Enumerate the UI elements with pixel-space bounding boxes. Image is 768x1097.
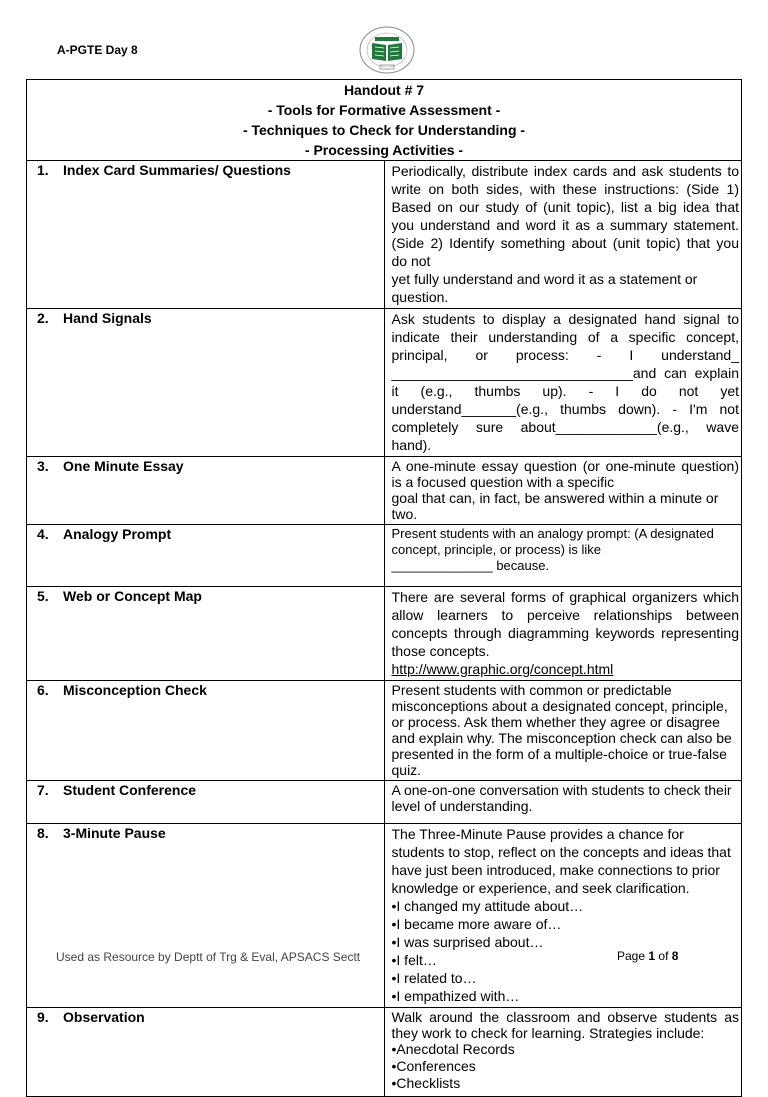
footer-source-note: Used as Resource by Deptt of Trg & Eval, APSACS Sectt [56,950,361,964]
of-word: of [658,949,669,963]
table-row [27,1008,742,1097]
handout-subtitle-1: - Tools for Formative Assessment - [267,102,501,118]
concept-map-link[interactable]: http://www.graphic.org/concept.html [391,661,614,677]
technique-description: Present students with an analogy prompt: (A designated concept, principle, or process) is like [391,526,714,557]
technique-label: Misconception Check [63,682,207,698]
course-day-label: A-PGTE Day 8 [57,43,138,57]
page-number [617,949,678,963]
list-item: • I felt… [392,951,740,969]
page-word: Page [617,949,646,963]
row-number: 5. [37,588,49,604]
handout-subtitle-3: - Processing Activities - [304,142,464,158]
technique-label: Index Card Summaries/ Questions [63,162,291,178]
row-number: 6. [37,682,49,698]
technique-description-cont: ______________ because. [391,558,550,573]
row-number: 9. [37,1009,49,1025]
reflection-prompts-list [392,897,740,1005]
row-number: 1. [37,162,49,178]
technique-description: A one-minute essay question (or one-minute question) is a focused question with a specific [391,458,739,490]
strategies-list [392,1041,740,1092]
table-row [27,309,742,457]
list-item: • Conferences [392,1058,740,1075]
handout-title: Handout # 7 [343,82,425,98]
technique-label: Student Conference [63,782,197,798]
row-number: 4. [37,526,49,542]
row-number: 7. [37,782,49,798]
technique-label: Analogy Prompt [63,526,172,542]
list-item: • I related to… [392,969,740,987]
table-row [27,824,742,1008]
table-row [27,587,742,681]
current-page: 1 [648,949,656,963]
list-item: • I changed my attitude about… [392,897,740,915]
technique-description-cont: goal that can, in fact, be answered within a minute or two. [391,490,719,522]
total-pages: 8 [671,949,679,963]
technique-label: One Minute Essay [63,458,184,474]
apsacs-logo-icon [358,25,416,75]
handout-header [27,80,742,161]
handout-table [26,79,742,1097]
technique-description: A one-on-one conversation with students to check their level of understanding. [391,782,732,814]
table-row [27,781,742,824]
technique-description: Ask students to display a designated hand signal to indicate their understanding of a specific concept, principal, or process: - I understand_ _______________________________and can explain it (e.g., thumbs up). - I do not yet understand_______(e.g., thumbs down). - I'm not completely sure about_____________(e.g., wave hand). [391,311,739,453]
technique-label: Observation [63,1009,145,1025]
technique-label: Hand Signals [63,310,152,326]
table-row [27,457,742,525]
row-number: 3. [37,458,49,474]
technique-description-cont: yet fully understand and word it as a statement or question. [391,271,698,305]
technique-description: Present students with common or predictable misconceptions about a designated concept, principle, or process. Ask them whether they agree or disagree and explain why. The misconception check can also be presented in the form of a multiple-choice or true-false quiz. [391,682,732,778]
technique-description: Periodically, distribute index cards and ask students to write on both sides, with these instructions: (Side 1) Based on our study of (unit topic), list a big idea that you understand and word it as a summary statement. (Side 2) Identify something about (unit topic) that you do not [391,163,739,269]
handout-subtitle-2: - Techniques to Check for Understanding - [242,122,526,138]
list-item: • I became more aware of… [392,915,740,933]
technique-description: The Three-Minute Pause provides a chance for students to stop, reflect on the concepts and ideas that have just been introduced, make connections to prior knowledge or experience, and seek clarification. [391,826,731,896]
table-row [27,681,742,781]
technique-description: Walk around the classroom and observe students as they work to check for learning. Strategies include: [391,1009,739,1041]
list-item: • Checklists [392,1075,740,1092]
table-row [27,161,742,309]
list-item: • I was surprised about… [392,933,740,951]
row-number: 2. [37,310,49,326]
technique-description: There are several forms of graphical organizers which allow learners to perceive relationships between concepts through diagramming keywords representing those concepts. [391,589,739,659]
row-number: 8. [37,825,49,841]
technique-label: 3-Minute Pause [63,825,166,841]
list-item: • I empathized with… [392,987,740,1005]
list-item: • Anecdotal Records [392,1041,740,1058]
technique-label: Web or Concept Map [63,588,202,604]
table-row [27,525,742,587]
